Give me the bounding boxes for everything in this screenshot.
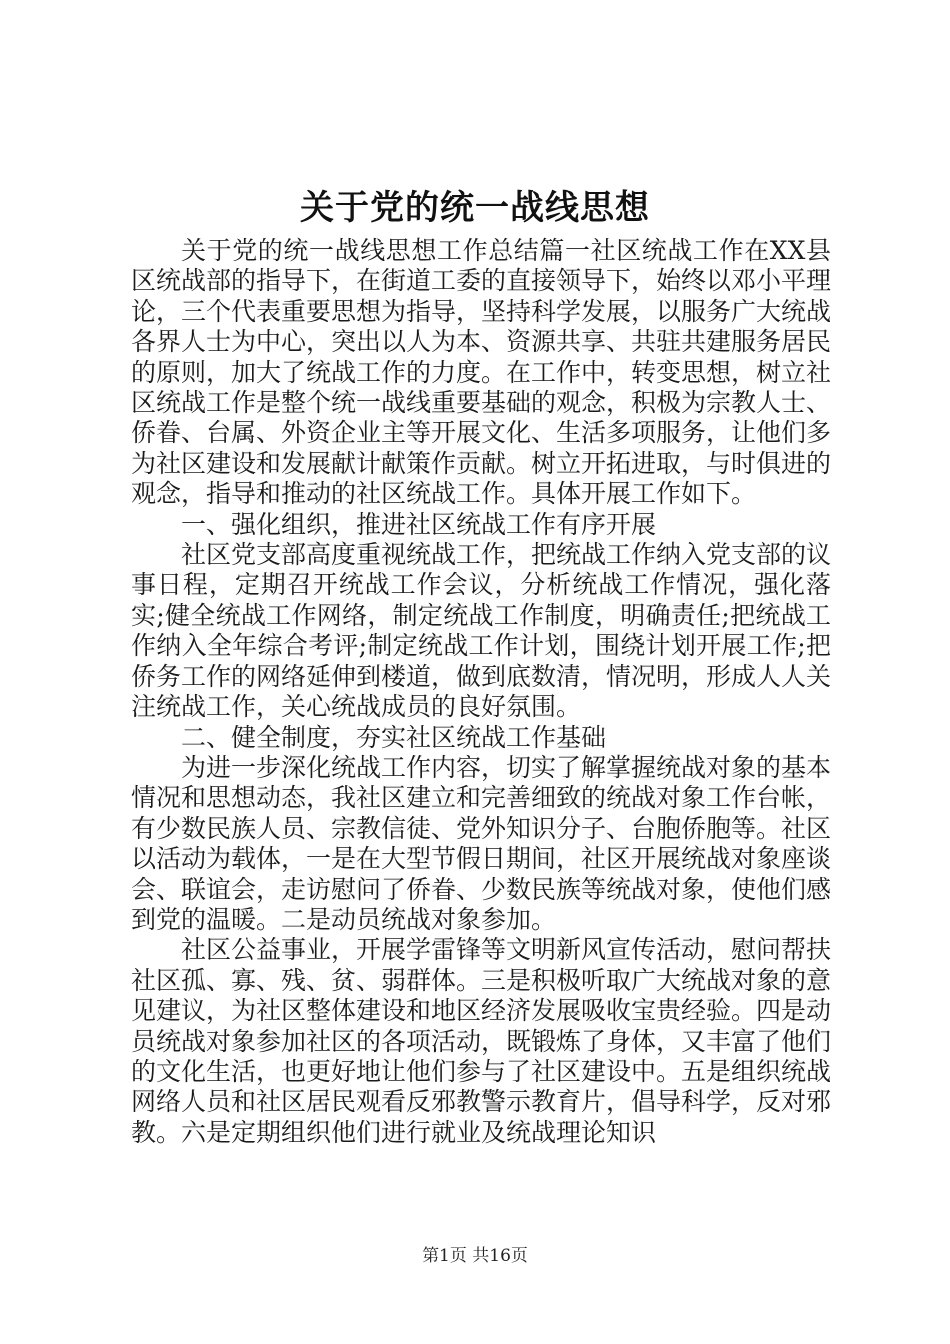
section-heading-1: 一、强化组织，推进社区统战工作有序开展	[181, 509, 657, 539]
document-title: 关于党的统一战线思想	[300, 188, 650, 228]
paragraph-section-2: 为进一步深化统战工作内容，切实了解掌握统战对象的基本情况和思想动态，我社区建立和完善细致的统战对象工作台帐，有少数民族人员、宗教信徒、党外知识分子、台胞侨胞等。社区以活动为载体，一是在大型节假日期间，社区开展统战对象座谈会、联谊会，走访慰问了侨眷、少数民族等统战对象，使他们感到党的温暖。二是动员统战对象参加。	[131, 752, 832, 934]
paragraph-section-1: 社区党支部高度重视统战工作，把统战工作纳入党支部的议事日程，定期召开统战工作会议，分析统战工作情况，强化落实;健全统战工作网络，制定统战工作制度，明确责任;把统战工作纳入全年综合考评;制定统战工作计划，围绕计划开展工作;把侨务工作的网络延伸到楼道，做到底数清，情况明，形成人人关注统战工作，关心统战成员的良好氛围。	[131, 540, 832, 722]
paragraph-section-2-cont: 社区公益事业，开展学雷锋等文明新风宣传活动，慰问帮扶社区孤、寡、残、贫、弱群体。三是积极听取广大统战对象的意见建议，为社区整体建设和地区经济发展吸收宝贵经验。四是动员统战对象参加社区的各项活动，既锻炼了身体，又丰富了他们的文化生活，也更好地让他们参与了社区建设中。五是组织统战网络人员和社区居民观看反邪教警示教育片，倡导科学，反对邪教。六是定期组织他们进行就业及统战理论知识	[131, 935, 832, 1147]
section-heading-2: 二、健全制度，夯实社区统战工作基础	[181, 722, 607, 752]
paragraph-intro: 关于党的统一战线思想工作总结篇一社区统战工作在XX县区统战部的指导下，在街道工委的直接领导下，始终以邓小平理论，三个代表重要思想为指导，坚持科学发展，以服务广大统战各界人士为中心，突出以人为本、资源共享、共驻共建服务居民的原则，加大了统战工作的力度。在工作中，转变思想，树立社区统战工作是整个统一战线重要基础的观念，积极为宗教人士、侨眷、台属、外资企业主等开展文化、生活多项服务，让他们多为社区建设和发展献计献策作贡献。树立开拓进取，与时俱进的观念，指导和推动的社区统战工作。具体开展工作如下。	[131, 236, 832, 509]
page-footer: 第1页 共16页	[422, 1246, 528, 1266]
document-body	[131, 236, 831, 1148]
